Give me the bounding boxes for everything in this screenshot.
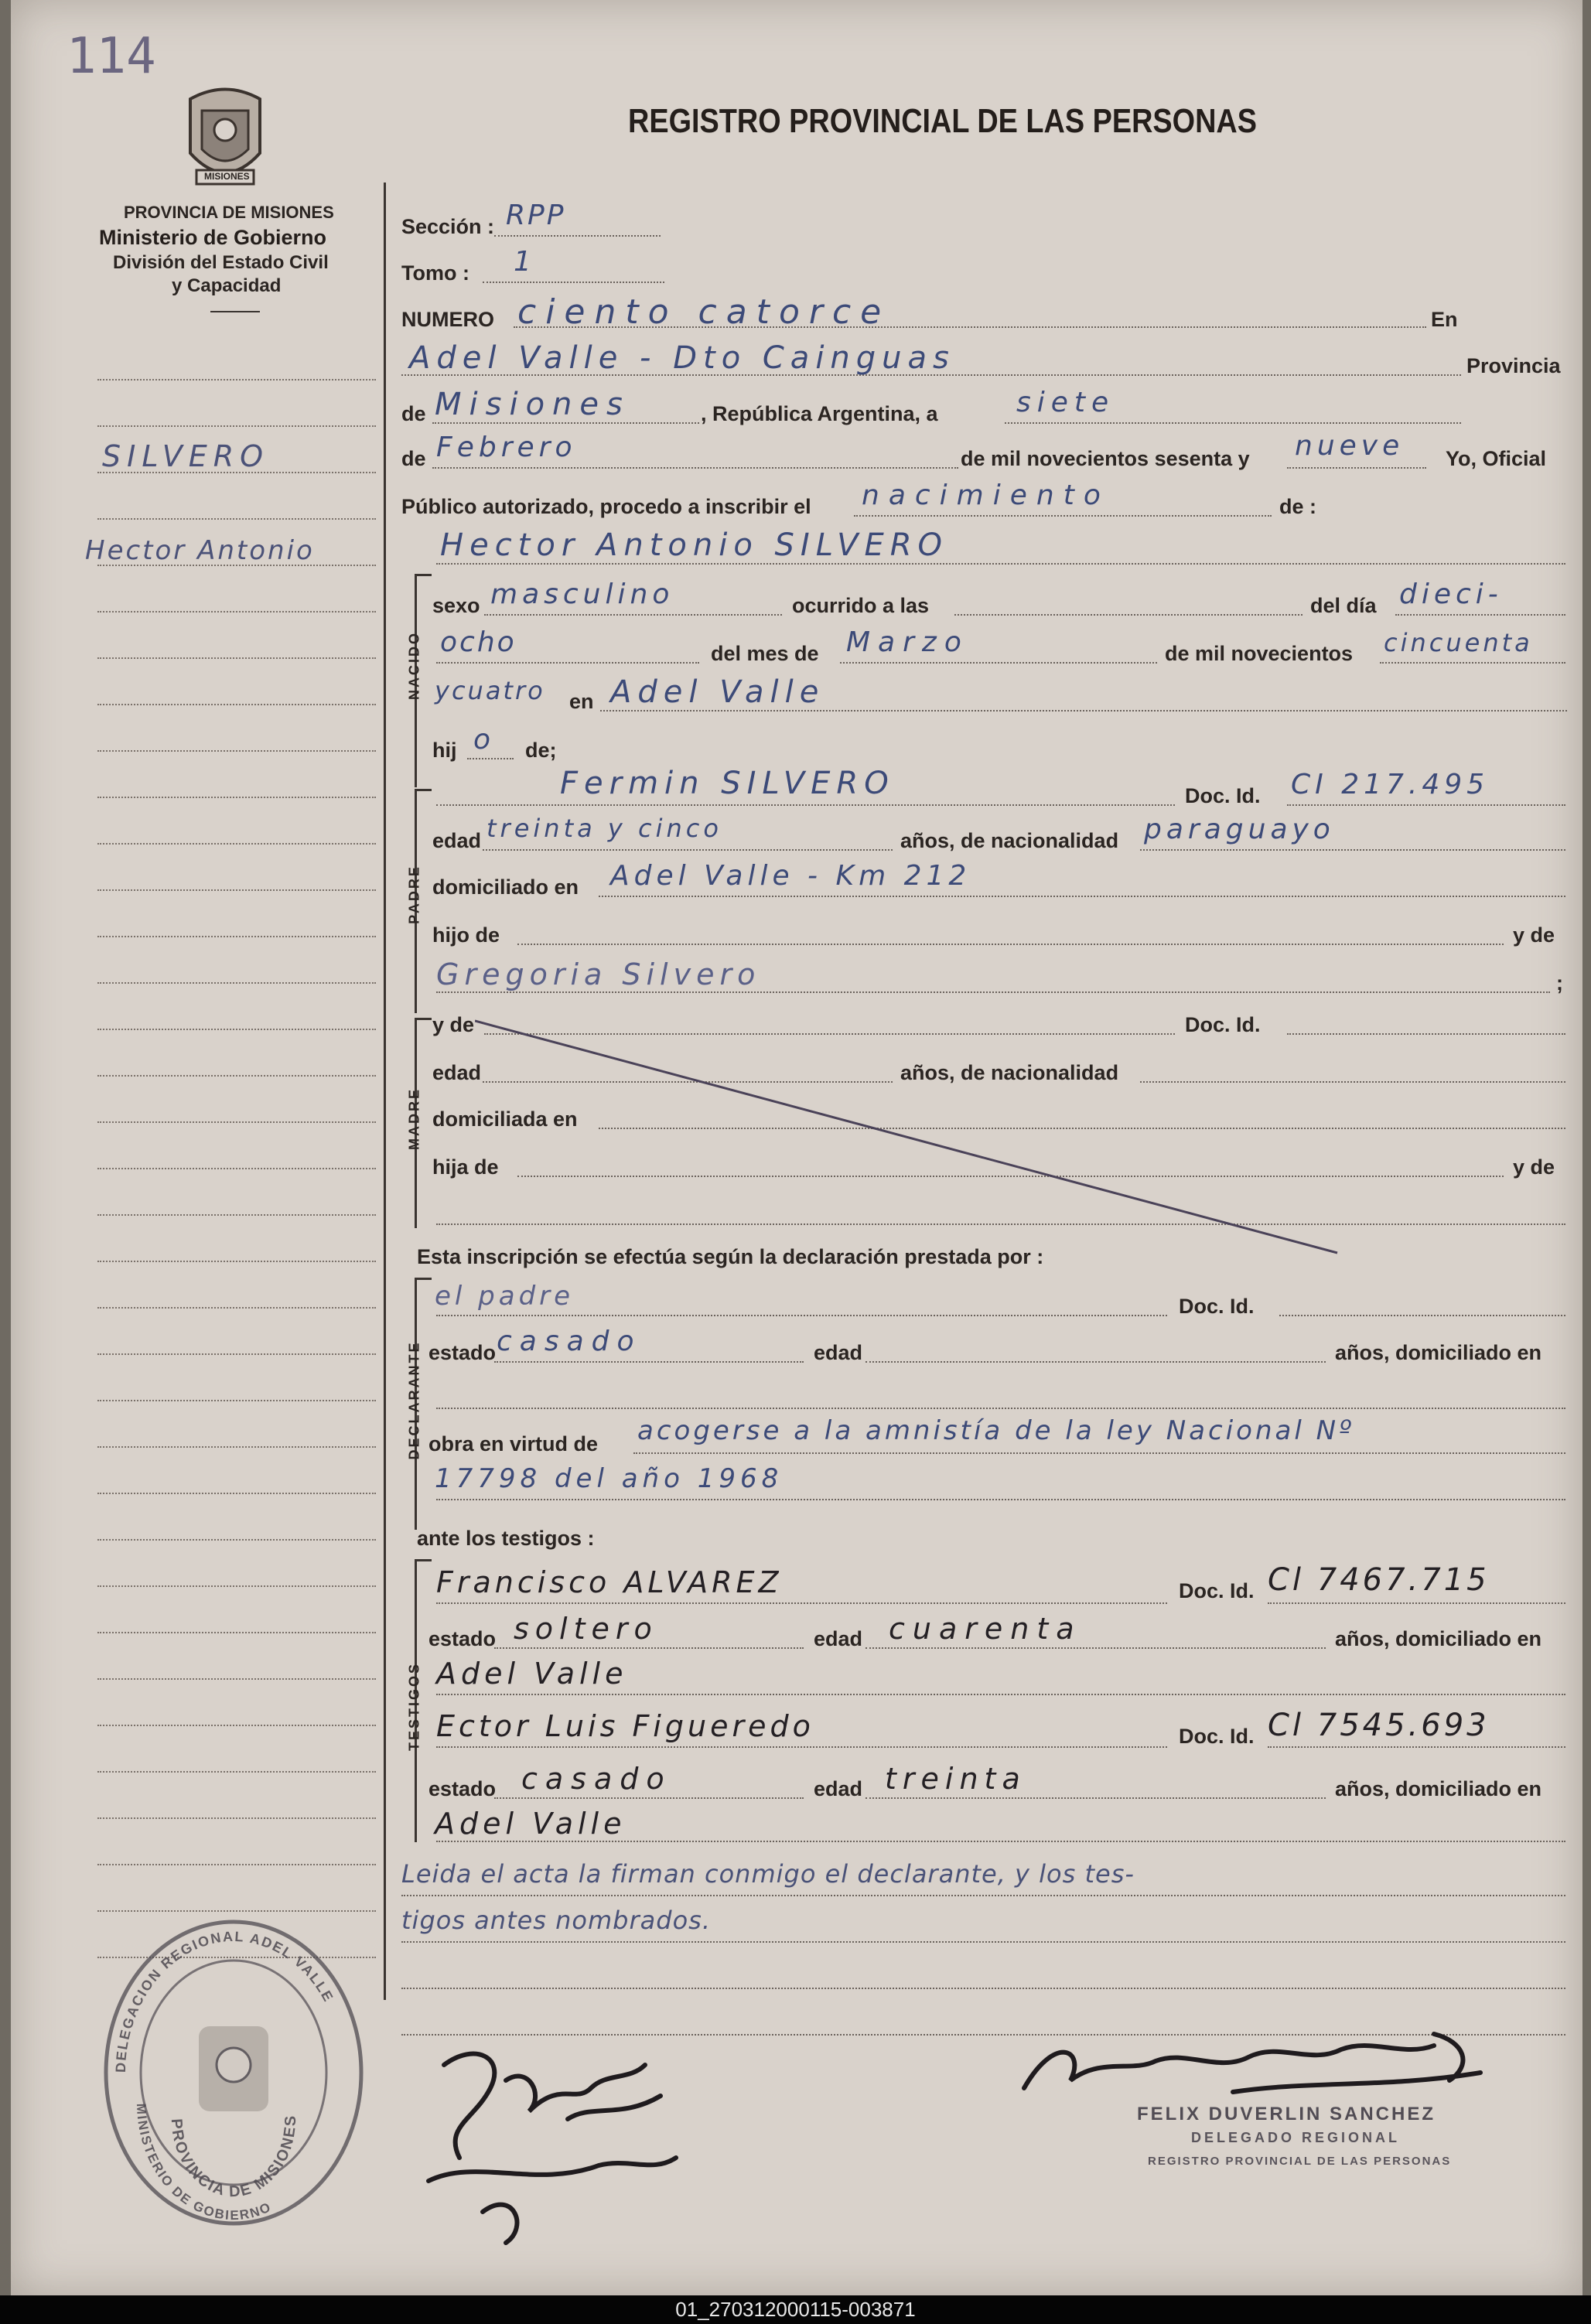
label-ocurrido: ocurrido a las: [792, 594, 930, 617]
testigo2-estado-line: [494, 1797, 804, 1799]
province-emblem-icon: [175, 84, 275, 192]
label-testigo2-domic: años, domiciliado en: [1335, 1777, 1542, 1800]
label-madre-y-de: y de: [432, 1013, 475, 1036]
official-office: REGISTRO PROVINCIAL DE LAS PERSONAS: [1148, 2155, 1452, 2168]
value-lugar-nac: Adel Valle: [610, 674, 825, 710]
left-margin-rule: [97, 1864, 376, 1865]
value-testigo2-estado: casado: [521, 1762, 672, 1796]
left-margin-rule: [97, 750, 376, 752]
value-padre-madre: Gregoria Silvero: [436, 957, 761, 991]
left-margin-rule: [97, 843, 376, 845]
value-declarante-estado: casado: [497, 1326, 642, 1357]
declarante-domic-line: [436, 1408, 1565, 1409]
label-hij: hij: [432, 739, 457, 762]
left-margin-rule: [97, 1817, 376, 1819]
left-margin-rule: [97, 982, 376, 984]
value-testigo2-nombre: Ector Luis Figueredo: [436, 1709, 814, 1743]
left-margin-rule: [97, 1075, 376, 1077]
declarante-estado-line: [494, 1361, 804, 1363]
label-madre-edad: edad: [432, 1061, 482, 1084]
left-margin-rule: [97, 1261, 376, 1262]
left-margin-rule: [97, 1121, 376, 1123]
value-numero: ciento catorce: [517, 292, 891, 332]
left-margin-rule: [97, 1307, 376, 1309]
sexo-line: [484, 614, 782, 616]
anio-line: [1287, 467, 1426, 469]
left-margin-rule: [97, 704, 376, 705]
seccion-line: [494, 235, 661, 237]
section-label-nacido: NACIDO: [406, 631, 422, 700]
label-de-mes: de: [401, 447, 426, 470]
svg-text:PROVINCIA DE MISIONES: [168, 2114, 299, 2201]
label-padre-edad: edad: [432, 829, 482, 852]
left-margin-rule: [97, 657, 376, 659]
label-numero: NUMERO: [401, 308, 494, 331]
label-madre-doc: Doc. Id.: [1185, 1013, 1261, 1036]
label-tomo: Tomo :: [401, 261, 469, 285]
testigo2-doc-line: [1268, 1746, 1565, 1748]
left-margin-rule: [97, 379, 376, 381]
footer-id-bar: [0, 2295, 1591, 2324]
value-mes-nac: Marzo: [846, 626, 969, 658]
label-testigo2-doc: Doc. Id.: [1179, 1725, 1255, 1748]
testigo1-name-line: [436, 1602, 1167, 1604]
label-yo-oficial: Yo, Oficial: [1446, 447, 1547, 470]
label-de-semicolon: de;: [525, 739, 557, 762]
section-label-padre: PADRE: [406, 865, 422, 924]
value-testigo1-doc: Cl 7467.715: [1268, 1562, 1490, 1598]
value-padre-edad: treinta y cinco: [487, 814, 722, 843]
value-tomo: 1: [514, 246, 534, 278]
label-obra: obra en virtud de: [428, 1432, 599, 1455]
section-label-testigos: TESTIGOS: [406, 1662, 422, 1752]
label-madre-nac: años, de nacionalidad: [900, 1061, 1119, 1084]
value-testigo2-edad: treinta: [885, 1762, 1026, 1796]
label-declaracion: Esta inscripción se efectúa según la declaración prestada por :: [417, 1245, 1044, 1268]
document-title: REGISTRO PROVINCIAL DE LAS PERSONAS: [628, 102, 1257, 140]
label-padre-nac: años, de nacionalidad: [900, 829, 1119, 852]
label-madre-domic: domiciliada en: [432, 1107, 578, 1131]
value-anio-nac-1: cincuenta: [1384, 628, 1533, 657]
cierre-line-1: [401, 1895, 1565, 1896]
value-anio: nueve: [1295, 430, 1405, 462]
value-seccion: RPP: [506, 200, 566, 231]
value-padre-doc: CI 217.495: [1291, 769, 1490, 800]
label-testigo1-doc: Doc. Id.: [1179, 1579, 1255, 1602]
label-padre-domic: domiciliado en: [432, 875, 579, 899]
obra-line-2: [436, 1499, 1565, 1500]
label-testigo1-edad: edad: [814, 1627, 863, 1650]
declarante-edad-line: [865, 1361, 1326, 1363]
value-testigo2-doc: Cl 7545.693: [1268, 1708, 1490, 1743]
label-en-lugar: en: [569, 690, 594, 713]
page-number: 114: [67, 28, 156, 85]
left-margin-rule: [97, 1446, 376, 1448]
label-publico: Público autorizado, procedo a inscribir el: [401, 495, 811, 518]
label-padre-y-de: y de: [1513, 923, 1555, 947]
left-margin-rule: [97, 1725, 376, 1726]
cierre-line-3: [401, 1988, 1565, 1989]
left-margin-rule: [97, 425, 376, 427]
provincia-line: [432, 422, 699, 424]
regional-round-seal: [94, 1910, 373, 2235]
margin-given-names: Hector Antonio: [85, 535, 315, 566]
value-acto: nacimiento: [862, 479, 1110, 511]
testigo1-estado-line: [494, 1647, 804, 1649]
label-provincia: Provincia: [1466, 354, 1561, 377]
header-province: PROVINCIA DE MISIONES: [124, 203, 334, 222]
label-testigo2-edad: edad: [814, 1777, 863, 1800]
nacido-name-line: [436, 563, 1565, 565]
label-madre-y-de-2: y de: [1513, 1155, 1555, 1179]
value-dia-nac-2: ocho: [440, 626, 517, 658]
value-provincia: Misiones: [435, 387, 630, 422]
value-cierre-2: tigos antes nombrados.: [401, 1906, 711, 1935]
header-underline: [210, 311, 260, 312]
value-padre-domic: Adel Valle - Km 212: [610, 860, 971, 892]
padre-doc-line: [1287, 804, 1565, 806]
label-declarante-doc: Doc. Id.: [1179, 1295, 1255, 1318]
label-padre-semicolon: ;: [1556, 971, 1563, 995]
padre-name-line: [436, 804, 1175, 806]
padre-nac-line: [1140, 849, 1565, 851]
left-margin-rule: [97, 797, 376, 798]
label-ante-testigos: ante los testigos :: [417, 1527, 595, 1550]
label-sexo: sexo: [432, 594, 480, 617]
left-margin-rule: [97, 1771, 376, 1773]
declarante-doc-line: [1279, 1315, 1565, 1316]
seal-outer-text: DELEGACION REGIONAL ADEL VALLE: [112, 1928, 337, 2073]
left-margin-rule: [97, 518, 376, 520]
declarant-signature: [413, 2034, 738, 2251]
value-testigo2-domic: Adel Valle: [435, 1807, 626, 1841]
left-margin-rule: [97, 889, 376, 891]
left-margin-rule: [97, 1539, 376, 1541]
label-de-mil: de mil novecientos sesenta y: [961, 447, 1250, 470]
label-de-provincia: de: [401, 402, 426, 425]
left-margin-rule: [97, 1029, 376, 1030]
label-del-mes: del mes de: [711, 642, 819, 665]
label-padre-hijo: hijo de: [432, 923, 500, 947]
label-declarante-domic: años, domiciliado en: [1335, 1341, 1542, 1364]
value-nombre-nacido: Hector Antonio SILVERO: [440, 527, 948, 563]
official-name: FELIX DUVERLIN SANCHEZ: [1137, 2104, 1436, 2124]
padre-edad-line: [483, 849, 893, 851]
label-padre-doc: Doc. Id.: [1185, 784, 1261, 807]
left-margin-rule: [97, 1168, 376, 1169]
value-cierre-1: Leida el acta la firman conmigo el declarante, y los tes-: [401, 1859, 1135, 1889]
left-margin-rule: [97, 1632, 376, 1633]
label-madre-hija: hija de: [432, 1155, 499, 1179]
official-title: DELEGADO REGIONAL: [1191, 2130, 1401, 2145]
mes-line: [432, 467, 958, 469]
value-lugar: Adel Valle - Dto Cainguas: [409, 340, 955, 376]
padre-bracket-top: [415, 789, 432, 791]
testigo1-domic-line: [436, 1694, 1565, 1695]
dia-line: [1005, 422, 1461, 424]
value-padre-nombre: Fermin SILVERO: [560, 766, 895, 801]
testigo2-edad-line: [865, 1797, 1326, 1799]
header-division: División del Estado Civil: [113, 252, 329, 273]
madre-bracket-top: [415, 1018, 432, 1020]
register-page: [11, 0, 1582, 2295]
left-margin-rule: [97, 1678, 376, 1680]
value-obra-2: 17798 del año 1968: [435, 1463, 784, 1494]
padre-madre-line: [436, 991, 1550, 993]
nacido-bracket-top: [415, 574, 432, 576]
declarante-name-line: [436, 1315, 1167, 1316]
testigo2-name-line: [436, 1746, 1167, 1748]
label-declarante-estado: estado: [428, 1341, 497, 1364]
declarante-bracket-top: [415, 1278, 432, 1280]
header-capacity: y Capacidad: [172, 275, 282, 296]
footer-id: 01_270312000115-003871: [675, 2298, 916, 2321]
left-margin-rule: [97, 1585, 376, 1587]
left-margin-rule: [97, 936, 376, 937]
value-hij-suffix: o: [473, 724, 493, 756]
testigo1-doc-line: [1268, 1602, 1565, 1604]
seal-inner-text: PROVINCIA DE MISIONES: [167, 2114, 300, 2201]
svg-text:MINISTERIO DE GOBIERNO: [134, 2103, 274, 2223]
dia-nac-line: [1395, 614, 1565, 616]
value-dia-nac-1: dieci-: [1399, 578, 1503, 610]
label-republica: , República Argentina, a: [701, 402, 938, 425]
hij-line: [467, 758, 514, 759]
value-testigo1-domic: Adel Valle: [436, 1657, 628, 1691]
obra-line-1: [633, 1452, 1565, 1454]
official-signature: [1001, 2019, 1511, 2111]
label-testigo1-estado: estado: [428, 1627, 497, 1650]
testigos-bracket-top: [415, 1559, 432, 1561]
dia-nac-cont-line: [436, 662, 699, 664]
label-testigo2-estado: estado: [428, 1777, 497, 1800]
label-de-mil-nov: de mil novecientos: [1165, 642, 1354, 665]
padre-hijo-line: [517, 944, 1504, 945]
cierre-line-2: [401, 1941, 1565, 1943]
label-en: En: [1431, 308, 1458, 331]
value-declarante: el padre: [435, 1281, 575, 1312]
left-margin-rule: [97, 1400, 376, 1401]
value-mes: Febrero: [436, 432, 577, 463]
left-margin-rule: [97, 1214, 376, 1216]
testigo2-domic-line: [436, 1841, 1565, 1842]
value-testigo1-nombre: Francisco ALVAREZ: [436, 1565, 783, 1599]
label-declarante-edad: edad: [814, 1341, 863, 1364]
label-seccion: Sección :: [401, 215, 495, 238]
lugar-nac-line: [600, 710, 1567, 712]
value-dia: siete: [1016, 387, 1115, 418]
header-ministry: Ministerio de Gobierno: [99, 226, 327, 249]
section-label-madre: MADRE: [406, 1087, 422, 1150]
value-padre-nac: paraguayo: [1144, 814, 1335, 845]
seal-bottom-text: MINISTERIO DE GOBIERNO: [133, 2103, 275, 2223]
hora-line: [954, 614, 1303, 616]
value-testigo1-edad: cuarenta: [889, 1612, 1082, 1646]
label-de-colon: de :: [1279, 495, 1317, 518]
madre-strike-line: [475, 1005, 1341, 1268]
left-margin-rule: [97, 1493, 376, 1494]
testigo1-edad-line: [865, 1647, 1326, 1649]
anio-nac-line: [1380, 662, 1565, 664]
value-testigo1-estado: soltero: [514, 1612, 658, 1646]
emblem-banner-text: MISIONES: [204, 171, 250, 182]
acto-line: [854, 515, 1272, 517]
margin-surname: SILVERO: [102, 439, 270, 473]
label-testigo1-domic: años, domiciliado en: [1335, 1627, 1542, 1650]
label-del-dia: del día: [1310, 594, 1377, 617]
left-margin-rule: [97, 1353, 376, 1355]
mes-nac-line: [840, 662, 1157, 664]
value-anio-nac-2: ycuatro: [435, 676, 545, 705]
main-frame-line: [384, 183, 386, 2000]
padre-domic-line: [599, 896, 1565, 897]
left-margin-rule: [97, 611, 376, 613]
section-label-declarante: DECLARANTE: [406, 1340, 422, 1460]
tomo-line: [483, 282, 664, 283]
value-obra-1: acogerse a la amnistía de la ley Nacional Nº: [637, 1415, 1355, 1446]
value-sexo: masculino: [490, 578, 674, 610]
